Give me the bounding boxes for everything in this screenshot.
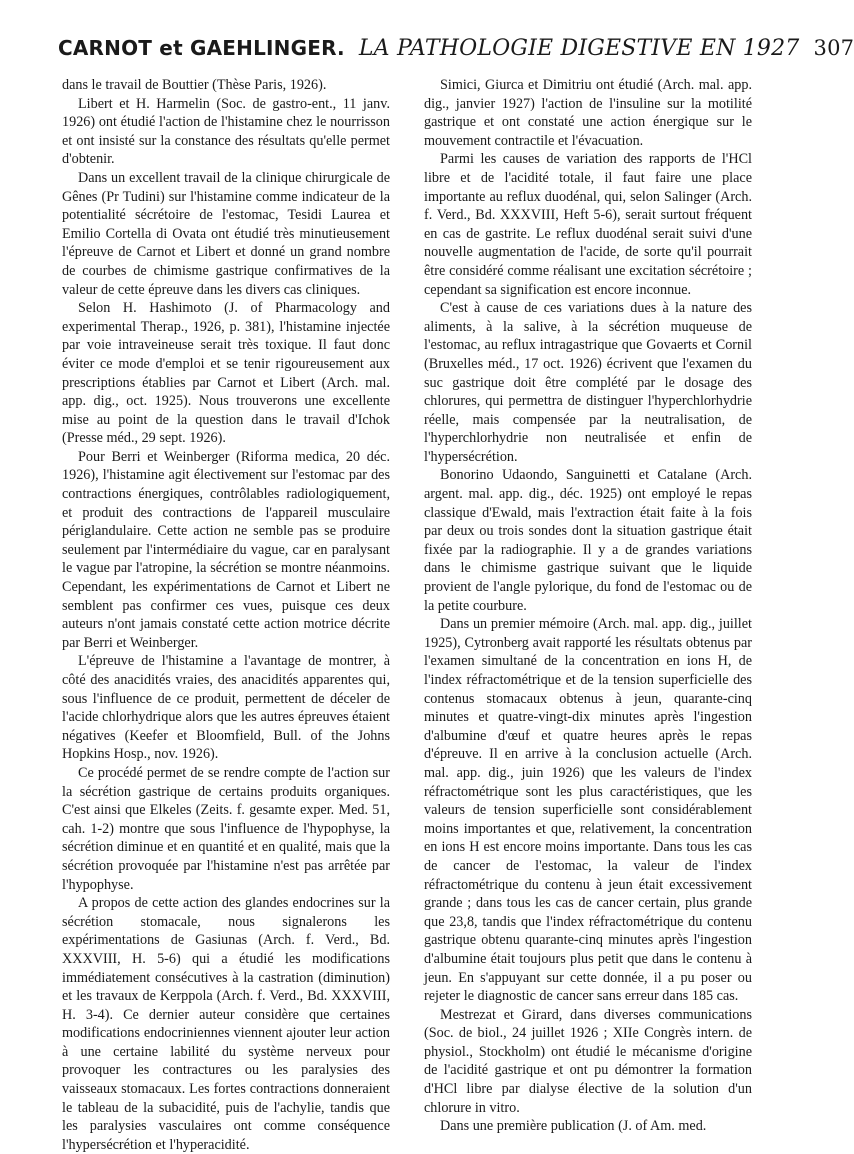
paragraph: Bonorino Udaondo, Sanguinetti et Catalane (Arch. argent. mal. app. dig., déc. 1925) ont employé le repas classique d'Ewald, mais l'extraction était faite à la fois par deux ou trois sondes dont la situation gastrique était fixée par la radiographie. Il y a de grandes variations dans le chimisme gastrique suivant que le liquide provient de l'angle pylorique, du fond de l'estomac ou de la petite courbure.	[424, 467, 752, 614]
left-column	[62, 76, 390, 1154]
header-title: LA PATHOLOGIE DIGESTIVE EN 1927	[358, 36, 800, 61]
running-header	[58, 36, 854, 76]
paragraph: Ce procédé permet de se rendre compte de l'action sur la sécrétion gastrique de certains produits organiques. C'est ainsi que Elkeles (Zeits. f. gesamte exper. Med. 51, cah. 1-2) montre que sous l'influence de l'hypophyse, la sécrétion diminue et en quantité et en qualité, mais que la sécrétion provoquée par l'histamine n'est pas arrêtée par l'hypophyse.	[62, 764, 390, 893]
right-column	[424, 76, 752, 1154]
paragraph: Mestrezat et Girard, dans diverses communications (Soc. de biol., 24 juillet 1926 ; XIIe Congrès intern. de physiol., Stockholm) ont étudié le mécanisme d'origine de l'acidité gastrique et ont pu démontrer la formation d'HCl libre par dialyse élective de la solution d'un chlorure in vitro.	[424, 1006, 752, 1116]
paragraph: A propos de cette action des glandes endocrines sur la sécrétion stomacale, nous signalerons les expérimentations de Gasiunas (Arch. f. Verd., Bd. XXXVIII, H. 5-6) qui a étudié les modifications immédiatement consécutives à la castration (diminution) et les travaux de Kerppola (Arch. f. Verd., Bd. XXXVIII, H. 3-4). Ce dernier auteur considère que certaines modifications endocriniennes viennent ajouter leur action à une certaine labilité du système nerveux pour provoquer les contractures ou les paralysies des vaisseaux stomacaux. Les fortes contractions donneraient le tableau de la subacidité, puis de l'achylie, tandis que les paralysies vasculaires ont comme conséquence l'hypersécrétion et l'hyperacidité.	[62, 895, 390, 1153]
paragraph: Selon H. Hashimoto (J. of Pharmacology and experimental Therap., 1926, p. 381), l'histamine injectée par voie intraveineuse serait très toxique. Il faut donc éviter ce mode d'emploi et se tenir rigoureusement aux prescriptions établies par Carnot et Libert (Arch. mal. app. dig., oct. 1925). Nous trouverons une excellente mise au point de la question dans le travail d'Ichok (Presse méd., 29 sept. 1926).	[62, 300, 390, 447]
header-authors: CARNOT et GAEHLINGER.	[58, 36, 345, 60]
paragraph: dans le travail de Bouttier (Thèse Paris, 1926).	[62, 77, 327, 93]
paragraph: Simici, Giurca et Dimitriu ont étudié (Arch. mal. app. dig., janvier 1927) l'action de l'insuline sur la motilité gastrique et ont constaté une action énergique sur le mouvement contractile et l'évacuation.	[424, 77, 752, 149]
text-columns	[62, 76, 752, 1154]
paragraph: Parmi les causes de variation des rapports de l'HCl libre et de l'acidité totale, il faut faire une place importante au reflux duodénal, qui, selon Salinger (Arch. f. Verd., Bd. XXXVIII, Heft 5-6), serait surtout fréquent en cas de gastrite. Le reflux duodénal serait suivi d'une nouvelle augmentation de l'acide, de sorte qu'il pourrait être considéré comme réalisant une excitation sécrétoire ; cependant sa signification est encore inconnue.	[424, 151, 752, 298]
paragraph: Libert et H. Harmelin (Soc. de gastro-ent., 11 janv. 1926) ont étudié l'action de l'histamine chez le nourrisson et ont insisté sur la constance des résultats qu'elle permet d'obtenir.	[62, 95, 390, 168]
paragraph: L'épreuve de l'histamine a l'avantage de montrer, à côté des anacidités vraies, des anacidités apparentes qui, sous l'influence de ce produit, permettent de déceler de l'acide chlorhydrique alors que les autres épreuves étaient négatives (Keefer et Bloomfield, Bull. of the Johns Hopkins Hosp., nov. 1926).	[62, 653, 390, 763]
paragraph: Dans un premier mémoire (Arch. mal. app. dig., juillet 1925), Cytronberg avait rapporté les résultats obtenus par l'examen simultané de la concentration en ions H, de l'index réfractométrique et de la tension superficielle des contenus stomacaux obtenus à jeun, quarante-cinq minutes et quatre-vingt-dix minutes après l'ingestion d'albumine d'œuf et quatre heures après le repas d'épreuve. Il en arrive à la conclusion actuelle (Arch. mal. app. dig., juin 1926) que les valeurs de l'index réfractométrique sont les plus caractéristiques, que les valeurs de tension superficielle sont considérablement moins importantes et que, relativement, la concentration en ions H est encore moins importante. Dans tous les cas de cancer de l'estomac, la valeur de l'index réfractométrique du contenu à jeun était excessivement grande ; dans tous les cas de cancer certain, plus grande que 23,8, tandis que l'index réfractométrique du contenu gastrique obtenu quarante-cinq minutes après l'ingestion d'albumine était toujours plus petit que dans le contenu à jeun. En s'appuyant sur cette donnée, il a pu poser ou rejeter le diagnostic de cancer sans erreur dans 185 cas.	[424, 616, 752, 1005]
paragraph: Dans une première publication (J. of Am. med.	[440, 1118, 707, 1135]
page-number: 307	[813, 36, 854, 60]
paragraph: Pour Berri et Weinberger (Riforma medica, 20 déc. 1926), l'histamine agit électivement sur l'estomac par des contractions énergiques, contrôlables radiologiquement, et produit des contractions de l'appareil musculaire périglandulaire. Cette action ne semble pas se produire seulement par l'intermédiaire du vague, car en paralysant le vague par l'atropine, la sécrétion se montre néanmoins. Cependant, les expérimentations de Carnot et Libert ne semblent pas confirmer ces vues, puisque ces deux auteurs n'ont jamais constaté cette action motrice décrite par Berri et Weinberger.	[62, 448, 390, 651]
paragraph: Dans un excellent travail de la clinique chirurgicale de Gênes (Pr Tudini) sur l'histamine comme indicateur de la potentialité sécrétoire de l'estomac, Tesidi Laurea et Emilio Cortella di Ovata ont étudié très minutieusement l'épreuve de Carnot et Libert et donné un grand nombre de courbes de chimisme gastrique confirmatives de la valeur de cette épreuve dans les divers cas cliniques.	[62, 169, 390, 298]
paragraph: C'est à cause de ces variations dues à la nature des aliments, à la salive, à la sécrétion muqueuse de l'estomac, au reflux intragastrique que Govaerts et Cornil (Bruxelles méd., 17 oct. 1926) écrivent que l'examen du suc gastrique doit être complété par le dosage des chlorures, qui permettra de distinguer l'hyperchlorhydrie réelle, mais compensée par la neutralisation, de l'hyperchlorhydrie non neutralisée et enfin de l'hypersécrétion.	[424, 300, 752, 465]
